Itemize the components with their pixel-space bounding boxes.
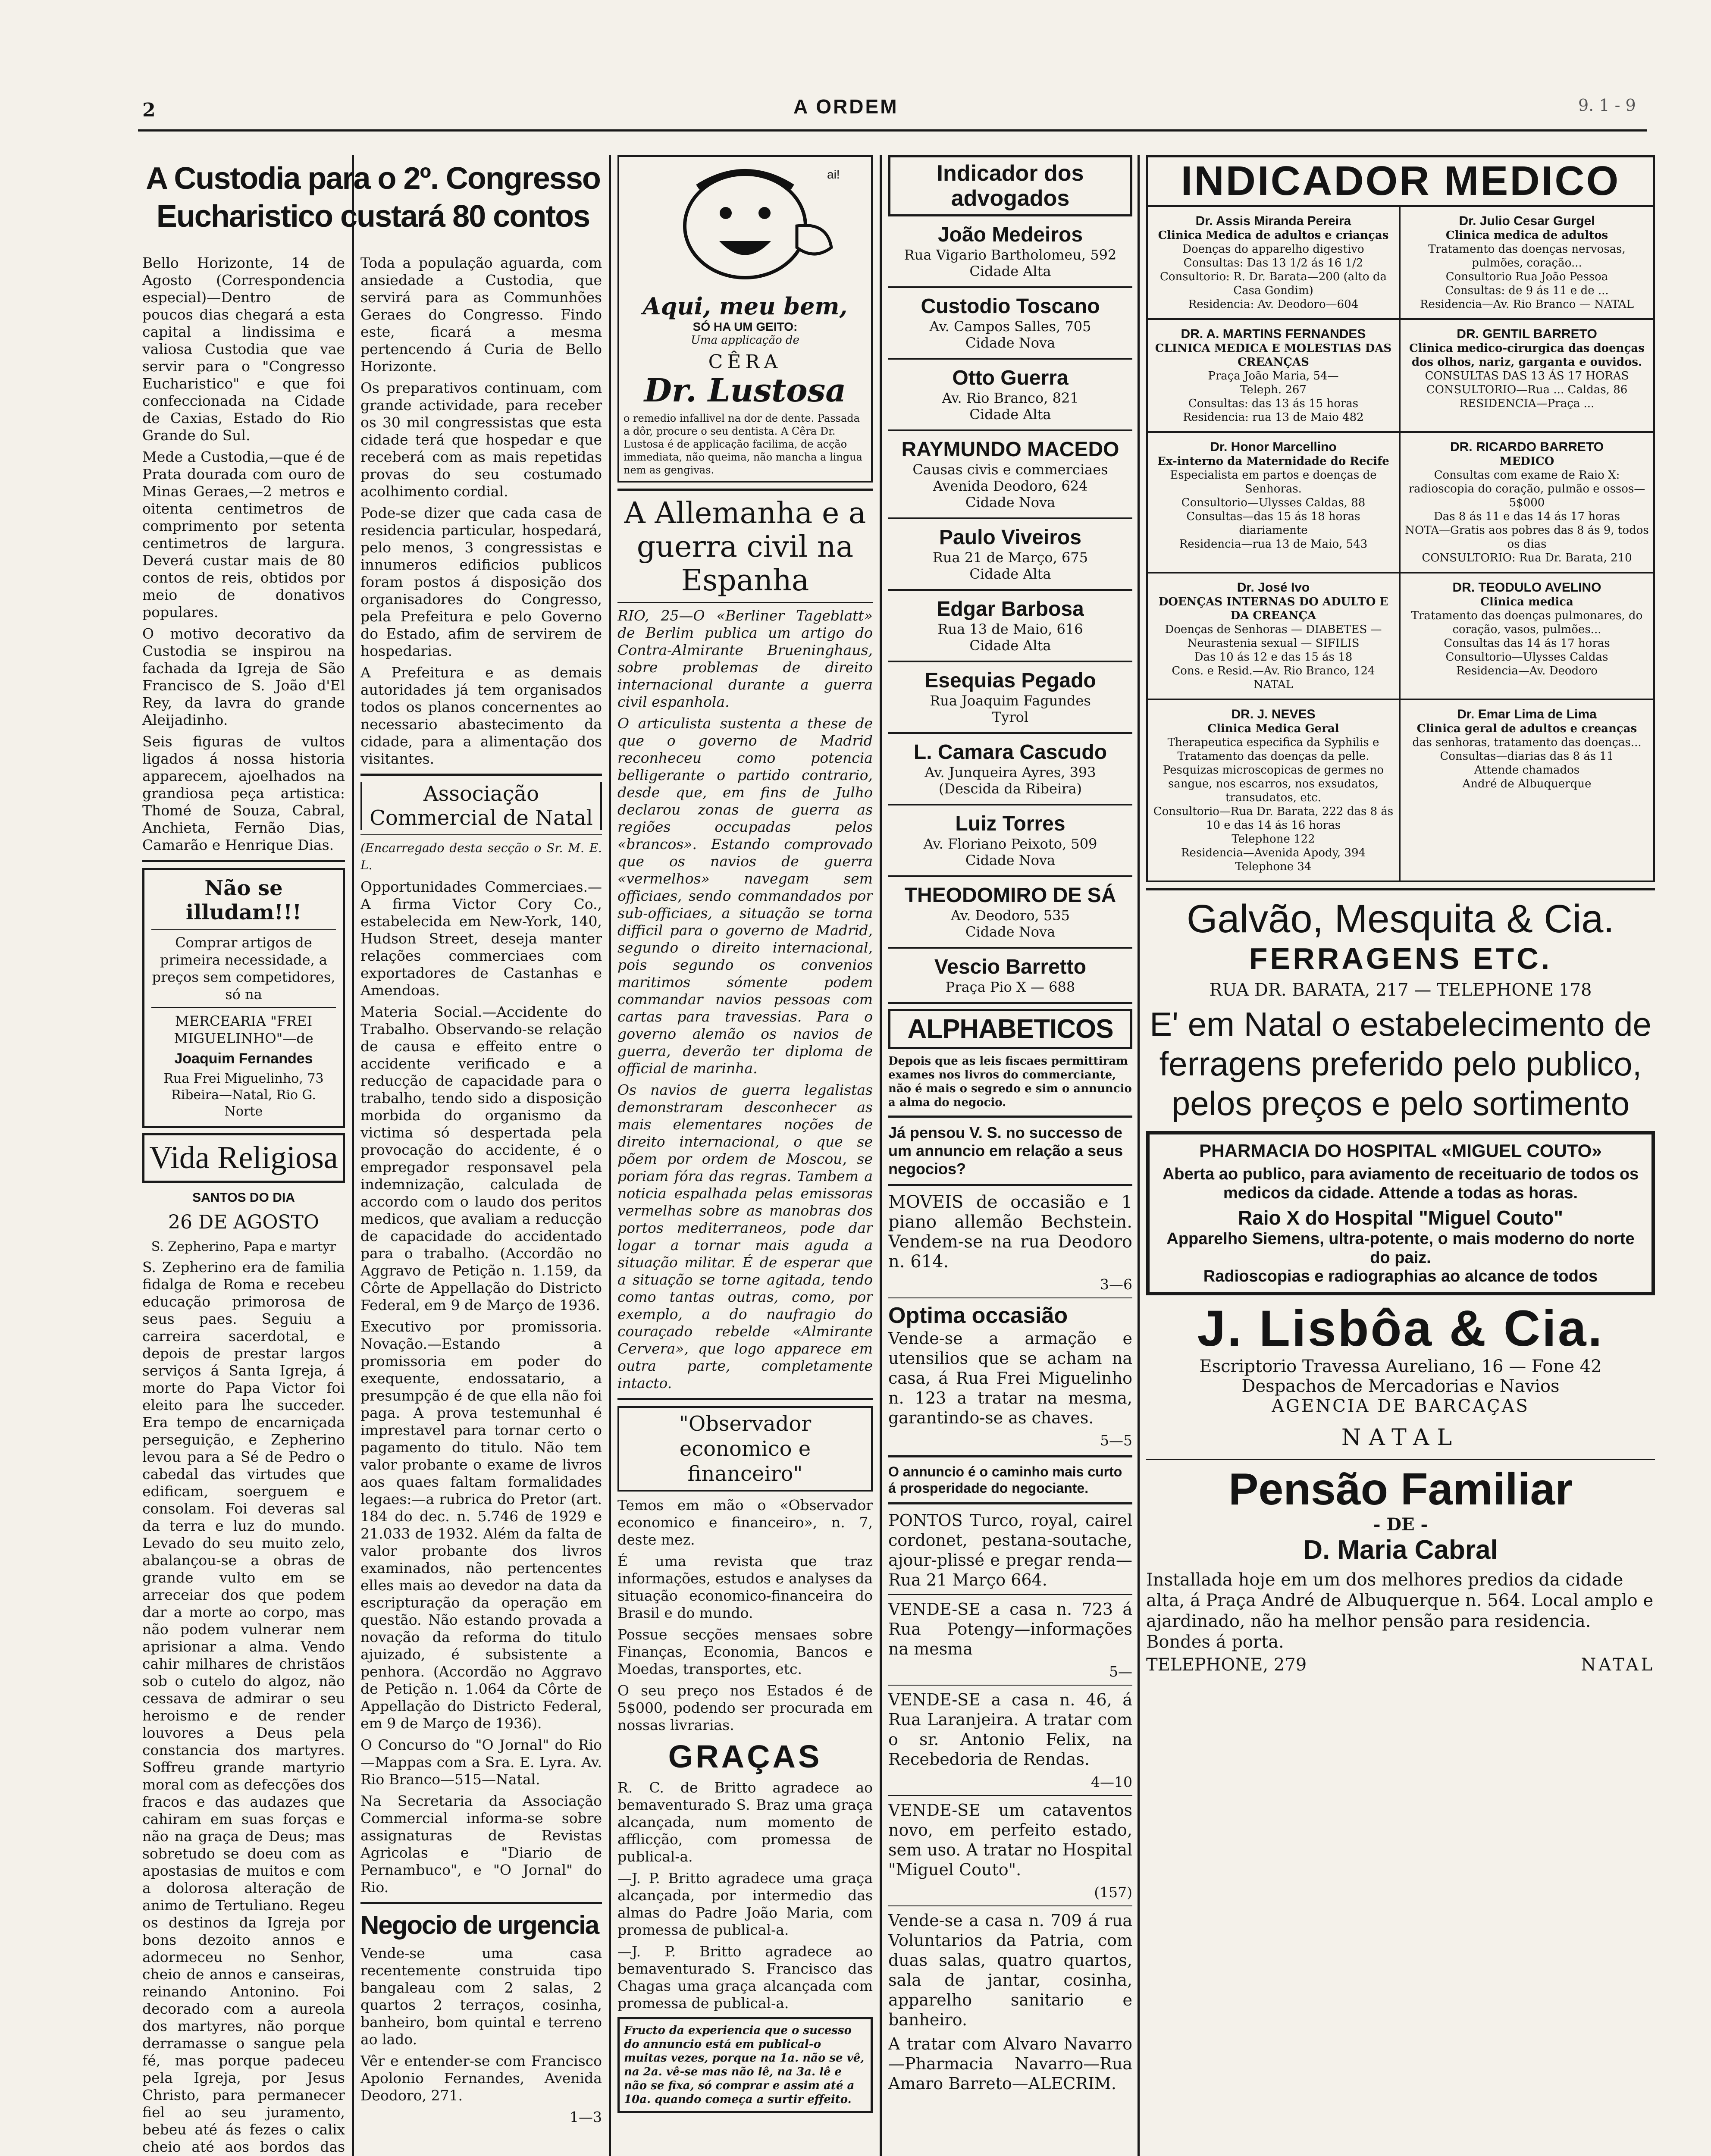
- doctor-entry: [1148, 700, 1401, 882]
- doctor-detail: Tratamento das doenças pulmonares, do coração, vasos, pulmões...: [1411, 609, 1643, 636]
- classified-ref: 5—: [1109, 1663, 1132, 1680]
- lawyer-address: Avenida Deodoro, 624: [933, 478, 1088, 494]
- classified-vende: VENDE-SE a casa n. 723 á Rua Potengy—informações na mesma: [888, 1600, 1132, 1658]
- assoc-title: Associação Commercial de Natal: [360, 782, 602, 830]
- optima-text: Vende-se a armação e utensilios que se acham na casa, á Rua Frei Miguelinho n. 123 a tratar na mesma, garantindo-se as chaves.: [888, 1329, 1132, 1427]
- classified-pontos: PONTOS Turco, royal, cairel cordonet, pestana-soutache, ajour-plissé e pregar renda—Rua 21 Março 664.: [888, 1511, 1132, 1589]
- doctor-name: DR. GENTIL BARRETO: [1457, 327, 1597, 341]
- doctor-info: Consultorio—Ulysses Caldas: [1445, 651, 1608, 664]
- observer-title: "Observador economico e financeiro": [617, 1406, 873, 1492]
- congress-headline: [142, 160, 604, 246]
- gracas-paragraph: —J. P. Britto agradece uma graça alcançada, por intermedio das almas do Padre João Maria, com promessa de publical-a.: [617, 1870, 873, 1938]
- doctor-info: CONSULTORIO—Rua ... Caldas, 86: [1426, 383, 1628, 396]
- doctor-entry: [1148, 207, 1401, 320]
- urgent-ref: 1—3: [570, 2109, 602, 2125]
- alphabeticos-title: ALPHABETICOS: [888, 1009, 1132, 1049]
- doctor-entry: [1401, 433, 1653, 573]
- galvao-slogan: E' em Natal o estabelecimento de ferragens preferido pelo publico, pelos preços e pelo sortimento: [1150, 1005, 1651, 1122]
- war-title: A Allemanha e a guerra civil na Espanha: [624, 496, 866, 598]
- doctor-detail: Doenças de Senhoras — DIABETES — Neurastenia sexual — SIFILIS: [1165, 623, 1382, 650]
- cartoon-sub: SÓ HA UM GEITO:: [693, 320, 798, 333]
- lawyer-address: Cidade Nova: [965, 494, 1056, 511]
- saint-name: S. Zepherino, Papa e martyr: [151, 1239, 336, 1254]
- observer-paragraph: O seu preço nos Estados é de 5$000, podendo ser procurada em nossas livrarias.: [617, 1682, 873, 1733]
- observer-paragraph: Temos em mão o «Observador economico e financeiro», n. 7, deste mez.: [617, 1497, 873, 1548]
- doctor-info: Residencia—rua 13 de Maio, 543: [1179, 538, 1368, 551]
- lisboa-line: Despachos de Mercadorias e Navios: [1241, 1376, 1560, 1396]
- divider: [142, 860, 345, 862]
- column-rule: [880, 155, 882, 2156]
- doctor-info: Teleph. 267: [1240, 383, 1307, 396]
- galvao-title: Galvão, Mesquita & Cia.: [1186, 897, 1614, 941]
- lawyer-address: Tyrol: [992, 709, 1029, 725]
- ad-owner: Joaquim Fernandes: [174, 1050, 313, 1067]
- article-paragraph: Bello Horizonte, 14 de Agosto (Correspondencia especial)—Dentro de poucos dias chegará a esta capital a lindissima e valiosa Custodia que vae servir para o "Congresso Eucharistico" e que foi confeccionada na Cidade de Caxias, Estado do Rio Grande do Sul.: [142, 254, 345, 444]
- classified-vende: Vende-se a casa n. 709 á rua Voluntarios da Patria, com duas salas, quatro quartos, sala de jantar, cosinha, apparelho sanitario e banheiro.: [888, 1911, 1132, 2029]
- lawyer-address: Av. Junqueira Ayres, 393: [924, 764, 1096, 780]
- ad-address: Rua Frei Miguelinho, 73 Ribeira—Natal, Rio G. Norte: [163, 1071, 324, 1119]
- doctor-info: Consultorio—Ulysses Caldas, 88: [1181, 496, 1366, 509]
- doctor-entry: [1148, 573, 1401, 700]
- saints-heading: SANTOS DO DIA: [192, 1191, 295, 1205]
- doctor-detail: Therapeutica especifica da Syphilis e Tratamento das doenças da pelle. Pesquizas microscopicas de germes no sangue, nos escarros, nos exsudatos, transudatos, etc.: [1163, 736, 1384, 804]
- divider: [888, 1297, 1132, 1298]
- column-3: [617, 155, 873, 2156]
- cartoon-brand-name: Dr. Lustosa: [644, 372, 846, 409]
- lawyer-address: Cidade Alta: [969, 263, 1051, 279]
- lisboa-line: AGENCIA DE BARCAÇAS: [1272, 1396, 1529, 1416]
- lawyer-address: Cidade Nova: [965, 852, 1056, 868]
- lawyer-address: Cidade Alta: [969, 637, 1051, 654]
- lawyer-address: Av. Campos Salles, 705: [929, 318, 1091, 335]
- ad-store: MERCEARIA "FREI MIGUELINHO"—de: [174, 1013, 313, 1047]
- lawyers-indicator-title: Indicador dos advogados: [888, 155, 1132, 216]
- divider: [888, 1184, 1132, 1186]
- lawyer-name: Edgar Barbosa: [937, 598, 1084, 620]
- svg-text:ai!: ai!: [827, 168, 840, 181]
- divider: [1146, 888, 1655, 890]
- doctor-specialty: DOENÇAS INTERNAS DO ADULTO E DA CREANÇA: [1158, 595, 1388, 622]
- lawyer-address: (Descida da Ribeira): [939, 780, 1082, 797]
- urgent-text: Vêr e entender-se com Francisco Apolonio Fernandes, Avenida Deodoro, 271.: [360, 2053, 602, 2104]
- doctor-info: Consultas—diarias das 8 ás 11: [1440, 750, 1614, 763]
- column-5: [1146, 155, 1655, 2156]
- lawyer-entry: [888, 877, 1132, 949]
- column-rule: [1138, 155, 1140, 2156]
- classified-vende: VENDE-SE a casa n. 46, á Rua Laranjeira. A tratar com o sr. Antonio Felix, na Recebedoria de Rendas.: [888, 1690, 1132, 1769]
- doctor-specialty: Clinica medico-cirurgica das doenças dos olhos, nariz, garganta e ouvidos.: [1409, 342, 1645, 369]
- divider: [888, 1905, 1132, 1906]
- lawyer-entry: [888, 949, 1132, 1004]
- doctors-grid: [1146, 207, 1655, 882]
- pensao-title: Pensão Familiar: [1228, 1464, 1573, 1514]
- article-paragraph: Pode-se dizer que cada casa de residencia particular, hospedará, pelo menos, 3 congressistas e innumeros edificios publicos foram postos á disposição dos organisadores do Congresso, pela Prefeitura e pelo Governo do Estado, afim de servirem de hospedarias.: [360, 505, 602, 659]
- divider: [888, 1685, 1132, 1686]
- lawyer-address: Av. Deodoro, 535: [950, 907, 1070, 924]
- doctor-info: Das 10 ás 12 e das 15 ás 18: [1194, 651, 1353, 664]
- divider: [360, 1902, 602, 1904]
- doctor-name: DR. TEODULO AVELINO: [1452, 580, 1601, 595]
- classified-ref: 4—10: [1091, 1774, 1132, 1790]
- page-header: [0, 0, 1711, 147]
- doctor-detail: Praça João Maria, 54—: [1208, 370, 1339, 382]
- lisboa-line: Escriptorio Travessa Aureliano, 16 — Fone 42: [1199, 1357, 1602, 1376]
- page-number: 2: [142, 99, 156, 121]
- doctor-specialty: Clinica Medica Geral: [1207, 722, 1339, 735]
- doctor-info: Consultorio—Rua Dr. Barata, 222 das 8 ás 10 e das 14 ás 16 horas: [1153, 805, 1394, 832]
- doctor-specialty: Clinica Medica de adultos e crianças: [1158, 229, 1389, 242]
- lawyer-name: Otto Guerra: [952, 367, 1069, 389]
- lawyer-name: João Medeiros: [937, 223, 1083, 246]
- divider: [360, 774, 602, 776]
- lawyer-name: Esequias Pegado: [924, 669, 1096, 692]
- doctor-specialty: Clinica medica: [1480, 595, 1573, 608]
- doctor-info: Residencia: rua 13 de Maio 482: [1183, 411, 1364, 424]
- doctor-info: Residencia—Av. Deodoro: [1456, 664, 1598, 677]
- pensao-owner: D. Maria Cabral: [1303, 1535, 1498, 1565]
- classified-moveis: MOVEIS de occasião e 1 piano allemão Bechstein. Vendem-se na rua Deodoro n. 614.: [888, 1192, 1132, 1272]
- lawyers-list: [888, 216, 1132, 1004]
- divider: [888, 1594, 1132, 1595]
- optima-title: Optima occasião: [888, 1303, 1068, 1328]
- observer-paragraph: É uma revista que traz informações, estudos e analyses da situação economico-financeira do Brasil e do mundo.: [617, 1553, 873, 1621]
- lawyer-address: Cidade Nova: [965, 335, 1056, 351]
- divider: [888, 1502, 1132, 1504]
- pharmacy-line: Radioscopias e radiographias ao alcance de todos: [1203, 1267, 1598, 1285]
- classified-vende: A tratar com Alvaro Navarro—Pharmacia Navarro—Rua Amaro Barreto—ALECRIM.: [888, 2034, 1132, 2093]
- annuncio-title: O annuncio é o caminho mais curto á prosperidade do negociante.: [888, 1464, 1122, 1496]
- saints-date: 26 DE AGOSTO: [168, 1211, 319, 1233]
- divider: [617, 602, 873, 603]
- cartoon-face-illustration: [624, 161, 866, 291]
- divider: [151, 1007, 336, 1008]
- ad-text: Comprar artigos de primeira necessidade, a preços sem competidores, só na: [152, 934, 335, 1003]
- lawyer-entry: [888, 431, 1132, 519]
- assoc-byline: (Encarregado desta secção o Sr. M. E. L.: [360, 841, 602, 872]
- lawyer-name: Custodio Toscano: [921, 295, 1100, 318]
- divider: [360, 834, 602, 835]
- lawyer-entry: [888, 734, 1132, 805]
- lawyer-address: Av. Rio Branco, 821: [942, 390, 1079, 406]
- urgent-title: Negocio de urgencia: [360, 1911, 599, 1940]
- grocery-ad: [142, 868, 345, 1128]
- lawyer-entry: [888, 288, 1132, 360]
- alphabeticos-text: Depois que as leis fiscaes permittiram exames nos livros do commerciante, não é mais o segredo e sim o annuncio a alma do negocio.: [888, 1055, 1132, 1109]
- doctor-specialty: Ex-interno da Maternidade do Recife: [1157, 455, 1389, 468]
- lawyer-address: Rua Vigario Bartholomeu, 592: [904, 247, 1117, 263]
- lawyer-name: L. Camara Cascudo: [913, 741, 1107, 764]
- pharmacy-line: Apparelho Siemens, ultra-potente, o mais moderno do norte do paiz.: [1166, 1230, 1635, 1267]
- article-paragraph: Os preparativos continuam, com grande actividade, para receber os 30 mil congressistas que esta cidade terá que hospedar e que receberá com as mais repetidas provas do seu costumado acolhimento cordial.: [360, 379, 602, 500]
- advertising-text: Fructo da experiencia que o sucesso do annuncio está em publical-o muitas vezes, porque na 1a. não se vê, na 2a. vê-se mas não lê, na 3a. lê e não se fixa, só comprar e assim até a 10a. quando começa a surtir effeito.: [624, 2024, 865, 2106]
- lawyer-address: Av. Floriano Peixoto, 509: [923, 836, 1097, 852]
- gracas-paragraph: R. C. de Britto agradece ao bemaventurado S. Braz uma graça alcançada, num momento de afflicção, com promessa de publical-a.: [617, 1779, 873, 1865]
- medical-indicator-title: INDICADOR MEDICO: [1146, 155, 1655, 207]
- doctor-info: Consultorio Rua João Pessoa: [1445, 270, 1608, 283]
- classified-ref: 3—6: [1100, 1276, 1132, 1293]
- divider: [888, 1795, 1132, 1796]
- lisboa-city: NATAL: [1341, 1425, 1460, 1451]
- divider: [888, 1116, 1132, 1118]
- article-paragraph: A Prefeitura e as demais autoridades já tem organisados todos os planos concernentes ao necessario abastecimento da cidade, para a alimentação dos visitantes.: [360, 664, 602, 767]
- divider: [617, 489, 873, 491]
- divider: [617, 1398, 873, 1400]
- doctor-name: Dr. Honor Marcellino: [1210, 440, 1337, 454]
- religious-paragraph: S. Zepherino era de familia fidalga de Roma e recebeu educação primorosa de seus paes. Seguiu a carreira sacerdotal, e depois de prestar largos serviços á Santa Igreja, á morte do Papa Victor foi eleito para lhe succeder. Era tempo de encarniçada perseguição, e Zepherino levou para a Sé de Pedro o cabedal das virtudes que edificam, soerguem e consolam. Foi deveras sal da terra e luz do mundo. Levado do seu muito zelo, abalançou-se a obras de grande vulto em se arreceiar dos que podem dar a morte ao corpo, mas não podem vulnerar nem aprisionar a alma. Vendo cahir milhares de christãos sob o cutelo do algoz, não cessava de admirar o seu heroismo e de render louvores a Deus pela constancia dos martyres. Soffreu grande martyrio moral com as defecções dos fracos e das audazes que cahiram em suas forças e não na graça de Deus; mas sobretudo se doeu com as apostasias de muitos e com a dolorosa alteração de animo de Tertuliano. Regeu os destinos da Igreja por bons dezoito annos e adormeceu no Senhor, cheio de annos e canseiras, reinando Antonino. Foi decorado com a aureola dos martyres, não porque derramasse o sangue pela fé, mas porque padeceu pela Igreja, por Jesus Christo, para permanecer fiel ao seu juramento, bebeu até ás fezes o calix cheio até aos bordos das: [142, 1259, 345, 2155]
- lawyer-address: Rua Joaquim Fagundes: [930, 693, 1091, 709]
- doctor-detail: das senhoras, tratamento das doenças...: [1412, 736, 1642, 749]
- headline-text: A Custodia para o 2º. Congresso Eucharistico custará 80 contos: [146, 161, 600, 234]
- doctor-name: Dr. Emar Lima de Lima: [1457, 707, 1597, 721]
- lawyer-entry: [888, 662, 1132, 734]
- pensao-text: Installada hoje em um dos melhores predios da cidade alta, á Praça André de Albuquerque n. 564. Local amplo e ajardinado, não ha melhor pensão para residencia. Bondes á porta.: [1146, 1570, 1654, 1652]
- doctor-specialty: CLINICA MEDICA E MOLESTIAS DAS CREANÇAS: [1155, 342, 1392, 369]
- assoc-paragraph: Executivo por promissoria. Novação.—Estando a promissoria em poder do exequente, endossatario, a presumpção é de que ella não foi paga. A prova testemunhal é imprestavel para tornar certo o pagamento do titulo. Não tem valor probante o exame de livros aos quaes faltam formalidades legaes:—a rubrica do Pretor (art. 184 do dec. n. 5.746 de 1929 e 21.033 de 1932. Além da falta de valor probante dos livros examinados, não pertencentes elles mais ao devedor na data da escripturação da operação em questão. Não estando provada a novação da reforma do titulo ajuizado, é subsistente a penhora. (Accordão no Aggravo de Petição n. 1.064 da Côrte de Appellação do Districto Federal, em 9 de Março de 1936).: [360, 1318, 602, 1732]
- cartoon-brand: CÊRA: [708, 351, 782, 373]
- pensao-city: NATAL: [1581, 1655, 1655, 1675]
- doctor-specialty: MEDICO: [1499, 455, 1554, 468]
- classified-ref: (157): [1094, 1884, 1132, 1901]
- header-rule: [138, 129, 1647, 132]
- pharmacy-ad: [1146, 1131, 1655, 1295]
- doctor-detail: Consultas com exame de Raio X: radioscopia do coração, pulmão e ossos—5$000: [1408, 469, 1645, 509]
- advertising-notice: [617, 2017, 873, 2113]
- section-title: Vida Religiosa: [149, 1140, 338, 1175]
- lawyer-address: Rua 13 de Maio, 616: [937, 621, 1083, 637]
- doctor-name: DR. RICARDO BARRETO: [1450, 440, 1604, 454]
- column-1: [142, 254, 345, 2156]
- observer-paragraph: Possue secções mensaes sobre Finanças, Economia, Bancos e Moedas, transportes, etc.: [617, 1626, 873, 1677]
- divider: [1146, 1459, 1655, 1460]
- doctor-specialty: Clinica geral de adultos e creanças: [1416, 722, 1637, 735]
- lawyer-name: RAYMUNDO MACEDO: [901, 438, 1119, 461]
- doctor-info: André de Albuquerque: [1462, 777, 1592, 790]
- pharmacy-line: Aberta ao publico, para aviamento de receituario de todos os medicos da cidade. Attende a todas as horas.: [1162, 1165, 1639, 1202]
- doctor-name: DR. A. MARTINS FERNANDES: [1181, 327, 1366, 341]
- doctor-info: Consultas das 14 ás 17 horas: [1444, 637, 1610, 650]
- doctor-info: Consultorio: R. Dr. Barata—200 (alto da Casa Gondim): [1159, 270, 1387, 297]
- doctor-detail: Tratamento das doenças nervosas, pulmões, coração...: [1428, 243, 1626, 270]
- pharmacy-title: PHARMACIA DO HOSPITAL «MIGUEL COUTO»: [1199, 1141, 1602, 1161]
- doctor-info: NOTA—Gratis aos pobres das 8 ás 9, todos os dias: [1405, 524, 1649, 551]
- newspaper-title: A ORDEM: [793, 95, 899, 118]
- doctor-info: CONSULTORIO: Rua Dr. Barata, 210: [1422, 552, 1632, 564]
- doctor-entry: [1148, 433, 1401, 573]
- doctor-info: RESIDENCIA—Praça ...: [1459, 397, 1595, 410]
- doctor-entry: [1401, 700, 1653, 882]
- lawyer-address: Cidade Alta: [969, 566, 1051, 582]
- classified-ref: 5—5: [1100, 1432, 1132, 1449]
- doctor-entry: [1401, 320, 1653, 433]
- pensao-phone: TELEPHONE, 279: [1146, 1655, 1307, 1675]
- column-2: [360, 254, 602, 2156]
- ask-title: Já pensou V. S. no successo de um annuncio em relação a seus negocios?: [888, 1124, 1123, 1178]
- article-paragraph: Toda a população aguarda, com ansiedade a Custodia, que servirá para as Communhões Geraes do Congresso. Findo este, ficará a mesma pertencendo á Curia de Bello Horizonte.: [360, 254, 602, 375]
- assoc-paragraph: Na Secretaria da Associação Commercial informa-se sobre assignaturas de Revistas Agricolas e "Diario de Pernambuco", e "O Jornal" do Rio.: [360, 1792, 602, 1896]
- doctor-entry: [1401, 573, 1653, 700]
- lawyer-address: Praça Pio X — 688: [945, 979, 1075, 995]
- doctor-name: Dr. Julio Cesar Gurgel: [1459, 214, 1595, 228]
- doctor-info: Consultas: de 9 ás 11 e de ...: [1445, 284, 1609, 297]
- pharmacy-line: Raio X do Hospital "Miguel Couto": [1238, 1206, 1564, 1229]
- lawyer-entry: [888, 591, 1132, 662]
- doctor-entry: [1401, 207, 1653, 320]
- doctor-info: Residencia: Av. Deodoro—604: [1188, 298, 1359, 311]
- header-date: 9. 1 - 9: [1578, 96, 1636, 115]
- doctor-info: Consultas—das 15 ás 18 horas diariamente: [1186, 510, 1360, 537]
- assoc-paragraph: Materia Social.—Accidente do Trabalho. Observando-se relação de causa e effeito entre o accidente verificado e a reducção de capacidade para o trabalho, tendo sido a disposição morbida do organismo da victima só despertada pela provocação do accidente, é o empregador responsavel pela indemnização, calculada de accordo com o laudo dos peritos medicos, que avaliam a reducção de capacidade do accidentado para o trabalho. (Accordão no Aggravo de Petição n. 1.159, da Côrte de Appellação do Districto Federal, em 9 de Março de 1936.: [360, 1003, 602, 1313]
- doctor-info: Attende chamados: [1474, 764, 1580, 777]
- cera-lustosa-ad: [617, 155, 873, 483]
- lawyer-entry: [888, 519, 1132, 591]
- cartoon-sub2: Uma applicação de: [691, 334, 799, 347]
- lawyer-address: Rua 21 de Março, 675: [932, 549, 1088, 566]
- doctor-info: Consultas: Das 13 1/2 ás 16 1/2: [1183, 257, 1363, 270]
- lawyer-name: THEODOMIRO DE SÁ: [904, 884, 1116, 907]
- column-4: [888, 155, 1132, 2156]
- lawyer-entry: [888, 216, 1132, 288]
- war-paragraph: Os navios de guerra legalistas demonstraram desconhecer as mais elementares noções de direito internacional, o que se põem por ordem de Moscou, se poriam fóra das regras. Tambem a noticia espalhada pelas emissoras vermelhas sobre as manobras dos portos mediterraneos, pode dar logar a tornar mais aguda a situação militar. É de esperar que a situação se torne agitada, tendo como tantas outras, como, por exemplo, a do naufragio do couraçado rebelde «Almirante Cervera», que logo apparece em outra parte, completamente intacto.: [617, 1081, 873, 1391]
- lawyer-address: Cidade Nova: [965, 924, 1056, 940]
- doctor-detail: Doenças do apparelho digestivo: [1182, 243, 1364, 256]
- article-paragraph: O motivo decorativo da Custodia se inspirou na fachada da Igreja de São Francisco de S. João d'El Rey, da lavra do grande Aleijadinho.: [142, 625, 345, 728]
- divider: [151, 929, 336, 930]
- classified-vende: VENDE-SE um cataventos novo, em perfeito estado, sem uso. A tratar no Hospital "Miguel Couto".: [888, 1801, 1132, 1879]
- lawyer-entry: [888, 360, 1132, 431]
- doctor-info: Telephone 122: [1232, 833, 1315, 846]
- doctor-info: Residencia—Avenida Apody, 394 Telephone 34: [1181, 846, 1366, 873]
- doctor-detail: Especialista em partos e doenças de Senhoras.: [1170, 469, 1377, 495]
- doctor-info: NATAL: [1253, 678, 1294, 691]
- lawyer-name: Luiz Torres: [955, 812, 1065, 835]
- doctor-info: Cons. e Resid.—Av. Rio Branco, 124: [1172, 664, 1375, 677]
- doctor-name: DR. J. NEVES: [1231, 707, 1316, 721]
- column-rule: [609, 155, 611, 2156]
- gracas-paragraph: —J. P. Britto agradece ao bemaventurado S. Francisco das Chagas uma graça alcançada com promessa de publical-a.: [617, 1943, 873, 2012]
- lisboa-title: J. Lisbôa & Cia.: [1197, 1300, 1604, 1357]
- war-paragraph: O articulista sustenta a these de que o governo de Madrid reconheceu como potencia belligerante o partido contrario, desde que, em fins de Julho declarou zonas de guerra as regiões occupadas pelos «brancos». Estando comprovado que os navios de guerra «vermelhos» navegam sem officiaes, sendo commandados por sub-officiaes, a situação se torna difficil para o governo de Madrid, segundo o direito internacional, pois segundo os convenios maritimos sómente podem commandar navios pessoas com cartas para travessias. Para o governo alemão os navios de guerra, deverão ter diploma de official de marinha.: [617, 715, 873, 1077]
- article-paragraph: Mede a Custodia,—que é de Prata dourada com ouro de Minas Geraes,—2 metros e oitenta centimetros de comprimento por setenta centimetros de largura. Deverá custar mais de 80 contos de reis, obtidos por meio de donativos populares.: [142, 448, 345, 620]
- doctor-name: Dr. José Ivo: [1237, 580, 1310, 595]
- doctor-info: Das 8 ás 11 e das 14 ás 17 horas: [1433, 510, 1620, 523]
- cartoon-title: Aqui, meu bem,: [642, 292, 848, 320]
- doctor-name: Dr. Assis Miranda Pereira: [1195, 214, 1351, 228]
- doctor-info: Residencia—Av. Rio Branco — NATAL: [1420, 298, 1634, 311]
- lawyer-name: Paulo Viveiros: [939, 526, 1081, 549]
- ad-title: Não se illudam!!!: [185, 876, 302, 924]
- lawyer-entry: [888, 805, 1132, 877]
- urgent-text: Vende-se uma casa recentemente construida tipo bangaleau com 2 salas, 2 quartos 2 terraços, cosinha, banheiro, bom quintal e terreno ao lado.: [360, 1945, 602, 2048]
- galvao-address: RUA DR. BARATA, 217 — TELEPHONE 178: [1209, 980, 1592, 1000]
- galvao-sub: FERRAGENS ETC.: [1249, 942, 1552, 975]
- lawyer-address: Causas civis e commerciaes: [912, 461, 1108, 478]
- doctor-specialty: Clinica medica de adultos: [1445, 229, 1608, 242]
- doctor-detail: CONSULTAS DAS 13 ÁS 17 HORAS: [1425, 370, 1629, 382]
- lawyer-address: Cidade Alta: [969, 406, 1051, 423]
- column-rule: [352, 155, 354, 2156]
- cartoon-text: o remedio infallivel na dor de dente. Passada a dôr, procure o seu dentista. A Cêra Dr. Lustosa é de applicação facilima, de acção immediata, não queima, não mancha a lingua nem as gengivas.: [624, 412, 862, 476]
- pensao-de: - DE -: [1373, 1514, 1428, 1535]
- assoc-paragraph: Opportunidades Commerciaes.—A firma Victor Cory Co., estabelecida em New-York, 140, Hudson Street, deseja manter relações commerciaes com exportadores de Castanhas e Amendoas.: [360, 878, 602, 999]
- doctor-info: Consultas: das 13 ás 15 horas: [1188, 397, 1359, 410]
- religious-section-title: [142, 1133, 345, 1183]
- gracas-title: GRAÇAS: [668, 1739, 822, 1774]
- lawyer-name: Vescio Barretto: [934, 956, 1087, 978]
- war-paragraph: RIO, 25—O «Berliner Tageblatt» de Berlim publica um artigo do Contra-Almirante Brueninghaus, sobre problemas de direito internacional durante a guerra civil espanhola.: [617, 607, 873, 710]
- article-paragraph: Seis figuras de vultos ligados á nossa historia apparecem, ajoelhados na grandiosa peça artistica: Thomé de Souza, Cabral, Anchieta, Fernão Dias, Camarão e Henrique Dias.: [142, 733, 345, 853]
- divider: [888, 1455, 1132, 1457]
- assoc-paragraph: O Concurso do "O Jornal" do Rio—Mappas com a Sra. E. Lyra. Av. Rio Branco—515—Natal.: [360, 1736, 602, 1788]
- doctor-entry: [1148, 320, 1401, 433]
